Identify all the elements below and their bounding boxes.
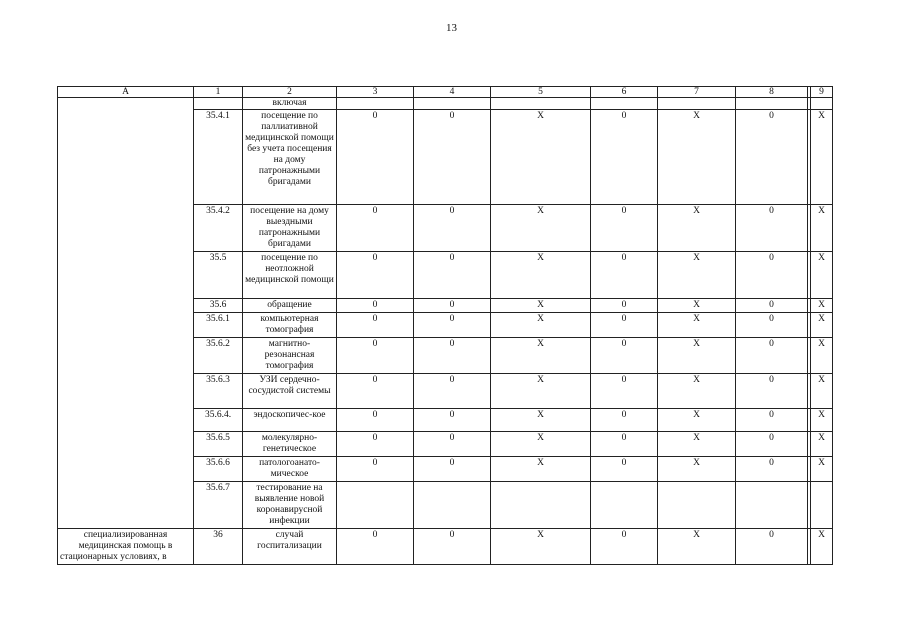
value-cell-3: 0 (337, 299, 414, 313)
table-row (58, 432, 833, 457)
row-description-cell (58, 205, 194, 252)
row-number-cell: 35.6.7 (194, 482, 243, 529)
value-cell-9: X (811, 313, 833, 338)
value-cell-4: 0 (414, 299, 491, 313)
row-description-cell (58, 432, 194, 457)
row-description-cell (58, 457, 194, 482)
value-cell-3: 0 (337, 110, 414, 205)
table-row (58, 338, 833, 374)
value-cell-3: 0 (337, 457, 414, 482)
row-name-cell: тестирование на выявление новой коронавирусной инфекции (243, 482, 337, 529)
value-cell-9 (811, 98, 833, 110)
row-name-cell: компьютерная томография (243, 313, 337, 338)
value-cell-5: X (491, 409, 591, 432)
value-cell-9: X (811, 110, 833, 205)
value-cell-8: 0 (736, 457, 808, 482)
value-cell-8: 0 (736, 252, 808, 299)
value-cell-7: X (658, 529, 736, 565)
row-number-cell: 35.5 (194, 252, 243, 299)
value-cell-3: 0 (337, 432, 414, 457)
value-cell-7: X (658, 432, 736, 457)
value-cell-6: 0 (591, 338, 658, 374)
value-cell-6: 0 (591, 432, 658, 457)
value-cell-4: 0 (414, 457, 491, 482)
header-cell-9: 9 (811, 87, 833, 98)
value-cell-7: X (658, 409, 736, 432)
value-cell-4: 0 (414, 432, 491, 457)
row-number-cell: 35.6.1 (194, 313, 243, 338)
value-cell-6 (591, 482, 658, 529)
value-cell-8: 0 (736, 529, 808, 565)
row-description-cell (58, 313, 194, 338)
table-row (58, 98, 833, 110)
value-cell-7 (658, 98, 736, 110)
table-row (58, 110, 833, 205)
value-cell-4: 0 (414, 110, 491, 205)
value-cell-7: X (658, 252, 736, 299)
value-cell-8: 0 (736, 409, 808, 432)
value-cell-5: X (491, 338, 591, 374)
row-description-cell (58, 299, 194, 313)
value-cell-8: 0 (736, 110, 808, 205)
row-number-cell: 35.6.6 (194, 457, 243, 482)
header-cell-5: 5 (491, 87, 591, 98)
row-number-cell: 35.4.2 (194, 205, 243, 252)
value-cell-4: 0 (414, 205, 491, 252)
row-description-cell (58, 110, 194, 205)
value-cell-4 (414, 98, 491, 110)
row-number-cell: 35.6.4. (194, 409, 243, 432)
table-row (58, 205, 833, 252)
value-cell-8: 0 (736, 374, 808, 409)
row-description-cell (58, 98, 194, 110)
value-cell-3: 0 (337, 529, 414, 565)
header-cell-2: 2 (243, 87, 337, 98)
table-row (58, 252, 833, 299)
table-row (58, 409, 833, 432)
value-cell-5: X (491, 457, 591, 482)
row-number-cell: 36 (194, 529, 243, 565)
data-table (57, 86, 833, 565)
row-number-cell: 35.6.3 (194, 374, 243, 409)
row-name-cell: магнитно-резонансная томография (243, 338, 337, 374)
value-cell-3: 0 (337, 205, 414, 252)
row-name-cell: посещение по паллиативной медицинской помощи без учета посещения на дому патронажными бригадами (243, 110, 337, 205)
row-number-cell: 35.4.1 (194, 110, 243, 205)
row-name-cell: обращение (243, 299, 337, 313)
header-cell-3: 3 (337, 87, 414, 98)
value-cell-6: 0 (591, 313, 658, 338)
value-cell-7: X (658, 338, 736, 374)
value-cell-4: 0 (414, 374, 491, 409)
value-cell-3: 0 (337, 252, 414, 299)
row-name-cell: посещение по неотложной медицинской помощи (243, 252, 337, 299)
value-cell-5: X (491, 205, 591, 252)
row-description-cell: специализированная медицинская помощь в стационарных условиях, в (58, 529, 194, 565)
row-description-cell (58, 338, 194, 374)
value-cell-6 (591, 98, 658, 110)
row-name-cell: молекулярно-генетическое (243, 432, 337, 457)
row-name-cell: случай госпитализации (243, 529, 337, 565)
value-cell-5 (491, 482, 591, 529)
row-name-cell: включая (243, 98, 337, 110)
value-cell-6: 0 (591, 409, 658, 432)
value-cell-5: X (491, 374, 591, 409)
value-cell-5: X (491, 110, 591, 205)
row-number-cell: 35.6 (194, 299, 243, 313)
value-cell-8: 0 (736, 299, 808, 313)
value-cell-5: X (491, 432, 591, 457)
value-cell-4: 0 (414, 529, 491, 565)
value-cell-4: 0 (414, 338, 491, 374)
value-cell-9: X (811, 338, 833, 374)
table-row (58, 299, 833, 313)
value-cell-3: 0 (337, 409, 414, 432)
value-cell-9: X (811, 529, 833, 565)
value-cell-5: X (491, 299, 591, 313)
row-number-cell: 35.6.2 (194, 338, 243, 374)
value-cell-6: 0 (591, 110, 658, 205)
value-cell-9: X (811, 374, 833, 409)
value-cell-4: 0 (414, 409, 491, 432)
header-cell-6: 6 (591, 87, 658, 98)
value-cell-7: X (658, 110, 736, 205)
table-body (58, 98, 833, 565)
table-row (58, 457, 833, 482)
row-name-cell: эндоскопичес-кое (243, 409, 337, 432)
value-cell-6: 0 (591, 299, 658, 313)
row-name-cell: патологоанато-мическое (243, 457, 337, 482)
header-row (58, 87, 833, 98)
value-cell-8: 0 (736, 432, 808, 457)
value-cell-3 (337, 98, 414, 110)
value-cell-7: X (658, 457, 736, 482)
header-cell-8: 8 (736, 87, 808, 98)
row-description-cell (58, 409, 194, 432)
value-cell-8: 0 (736, 313, 808, 338)
value-cell-8 (736, 482, 808, 529)
value-cell-5: X (491, 252, 591, 299)
header-cell-a: А (58, 87, 194, 98)
value-cell-4 (414, 482, 491, 529)
value-cell-8: 0 (736, 338, 808, 374)
header-cell-4: 4 (414, 87, 491, 98)
value-cell-3 (337, 482, 414, 529)
value-cell-4: 0 (414, 252, 491, 299)
value-cell-8: 0 (736, 205, 808, 252)
value-cell-7: X (658, 374, 736, 409)
row-name-cell: посещение на дому выездными патронажными бригадами (243, 205, 337, 252)
value-cell-9: X (811, 205, 833, 252)
table-row (58, 529, 833, 565)
value-cell-4: 0 (414, 313, 491, 338)
header-cell-7: 7 (658, 87, 736, 98)
row-number-cell: 35.6.5 (194, 432, 243, 457)
value-cell-7 (658, 482, 736, 529)
header-cell-1: 1 (194, 87, 243, 98)
value-cell-7: X (658, 313, 736, 338)
value-cell-7: X (658, 205, 736, 252)
value-cell-9: X (811, 252, 833, 299)
value-cell-3: 0 (337, 374, 414, 409)
table-row (58, 482, 833, 529)
row-description-cell (58, 374, 194, 409)
value-cell-3: 0 (337, 338, 414, 374)
row-description-cell (58, 482, 194, 529)
value-cell-9: X (811, 457, 833, 482)
value-cell-9: X (811, 299, 833, 313)
page-number: 13 (446, 22, 457, 34)
value-cell-6: 0 (591, 205, 658, 252)
value-cell-8 (736, 98, 808, 110)
table-row (58, 374, 833, 409)
value-cell-5: X (491, 529, 591, 565)
value-cell-9: X (811, 409, 833, 432)
value-cell-5: X (491, 313, 591, 338)
value-cell-6: 0 (591, 457, 658, 482)
row-description-cell (58, 252, 194, 299)
value-cell-5 (491, 98, 591, 110)
value-cell-9: X (811, 432, 833, 457)
value-cell-7: X (658, 299, 736, 313)
table-row (58, 313, 833, 338)
value-cell-6: 0 (591, 252, 658, 299)
value-cell-6: 0 (591, 374, 658, 409)
row-name-cell: УЗИ сердечно-сосудистой системы (243, 374, 337, 409)
value-cell-3: 0 (337, 313, 414, 338)
value-cell-6: 0 (591, 529, 658, 565)
row-number-cell (194, 98, 243, 110)
value-cell-9 (811, 482, 833, 529)
